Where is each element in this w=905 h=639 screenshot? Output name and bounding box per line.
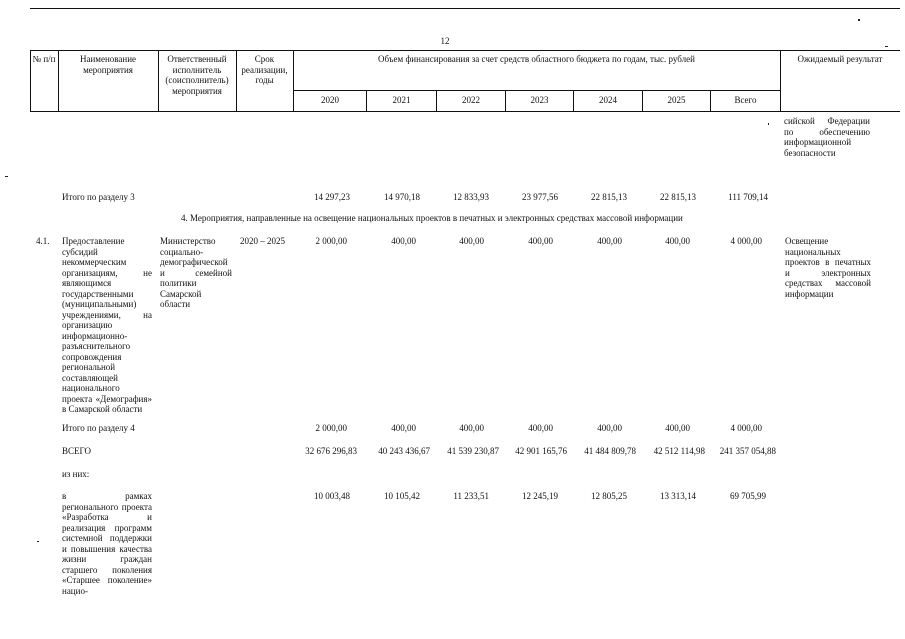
item41-period: 2020 – 2025 (240, 236, 285, 246)
regional-2020: 10 003,48 (314, 491, 350, 501)
header-year-2022: 2022 (462, 95, 480, 105)
item41-2021: 400,00 (391, 236, 416, 246)
item41-2020: 2 000,00 (315, 236, 347, 246)
grand-total-2024: 41 484 809,78 (584, 446, 636, 456)
item41-2024: 400,00 (597, 236, 622, 246)
total4-total: 4 000,00 (730, 423, 762, 433)
regional-2021: 10 105,42 (384, 491, 420, 501)
total3-2020: 14 297,23 (314, 192, 350, 202)
total4-2025: 400,00 (665, 423, 690, 433)
scan-speck (768, 123, 769, 125)
total3-2021: 14 970,18 (384, 192, 420, 202)
item41-result: Освещение национальных проектов в печатных и электронных средствах массовой информации (785, 236, 871, 299)
total4-2021: 400,00 (391, 423, 416, 433)
continued-result: сийской Федерации по обеспечению информационной безопасности (784, 116, 870, 158)
total4-2020: 2 000,00 (315, 423, 347, 433)
header-year-total: Всего (734, 95, 757, 105)
header-year-2025: 2025 (667, 95, 686, 105)
total3-2023: 23 977,56 (522, 192, 558, 202)
item41-no: 4.1. (36, 236, 50, 246)
scan-speck (5, 176, 8, 177)
scan-speck (37, 541, 39, 542)
total3-2022: 12 833,93 (453, 192, 489, 202)
page-number: 12 (440, 36, 450, 46)
regional-total: 69 705,99 (730, 491, 766, 501)
grand-total-label: ВСЕГО (62, 446, 91, 456)
header-responsible: Ответственный исполнитель (соисполнитель) мероприятия (165, 54, 229, 96)
grand-total-2022: 41 539 230,87 (447, 446, 499, 456)
header-year-2021: 2021 (392, 95, 411, 105)
header-expected: Ожидаемый результат (797, 54, 883, 64)
scan-speck (885, 46, 888, 47)
total4-2023: 400,00 (528, 423, 553, 433)
item41-responsible: Министерство социально-демографической и семейной политики Самарской области (160, 236, 232, 309)
total3-label: Итого по разделу 3 (62, 192, 135, 202)
regional-2025: 13 313,14 (660, 491, 696, 501)
item41-2025: 400,00 (665, 236, 690, 246)
total4-label: Итого по разделу 4 (62, 423, 135, 433)
header-year-2024: 2024 (599, 95, 617, 105)
header-funding: Объем финансирования за счет средств областного бюджета по годам, тыс. рублей (378, 54, 695, 64)
total3-total: 111 709,14 (728, 192, 768, 202)
grand-total-2020: 32 676 296,83 (305, 446, 357, 456)
header-year-2020: 2020 (321, 95, 339, 105)
header-name: Наименование мероприятия (79, 54, 137, 75)
total4-2022: 400,00 (459, 423, 484, 433)
section4-title: 4. Мероприятия, направленные на освещение национальных проектов в печатных и электронных средствах массовой информации (181, 213, 683, 223)
regional-2023: 12 245,19 (522, 491, 558, 501)
total4-2024: 400,00 (597, 423, 622, 433)
header-period: Срок реализации, годы (241, 54, 288, 85)
total3-2025: 22 815,13 (660, 192, 696, 202)
regional-2022: 11 233,51 (453, 491, 489, 501)
grand-total-2025: 42 512 114,98 (653, 446, 705, 456)
grand-total-2021: 40 243 436,67 (378, 446, 430, 456)
item41-name: Предоставление субсидий некоммерческим организациям, не являющимся государственными (муниципальными) учреждениями, на организацию информационно-разъяснительного сопровождения региональной составляющей национального проекта «Демография» в Самарской области (62, 236, 152, 414)
of-which-label: из них: (62, 469, 90, 479)
scan-speck (858, 19, 860, 21)
header-year-2023: 2023 (530, 95, 549, 105)
regional-2024: 12 805,25 (591, 491, 627, 501)
total3-2024: 22 815,13 (591, 192, 627, 202)
regional-name: в рамках регионального проекта «Разработка и реализация программ системной поддержки и повышения качества жизни граждан старшего поколения «Старшее поколение» нацио- (62, 491, 152, 596)
header-no: № п/п (32, 54, 56, 64)
grand-total-2023: 42 901 165,76 (515, 446, 567, 456)
grand-total-total: 241 357 054,88 (719, 446, 776, 456)
item41-2022: 400,00 (459, 236, 484, 246)
item41-2023: 400,00 (528, 236, 553, 246)
item41-total: 4 000,00 (730, 236, 762, 246)
